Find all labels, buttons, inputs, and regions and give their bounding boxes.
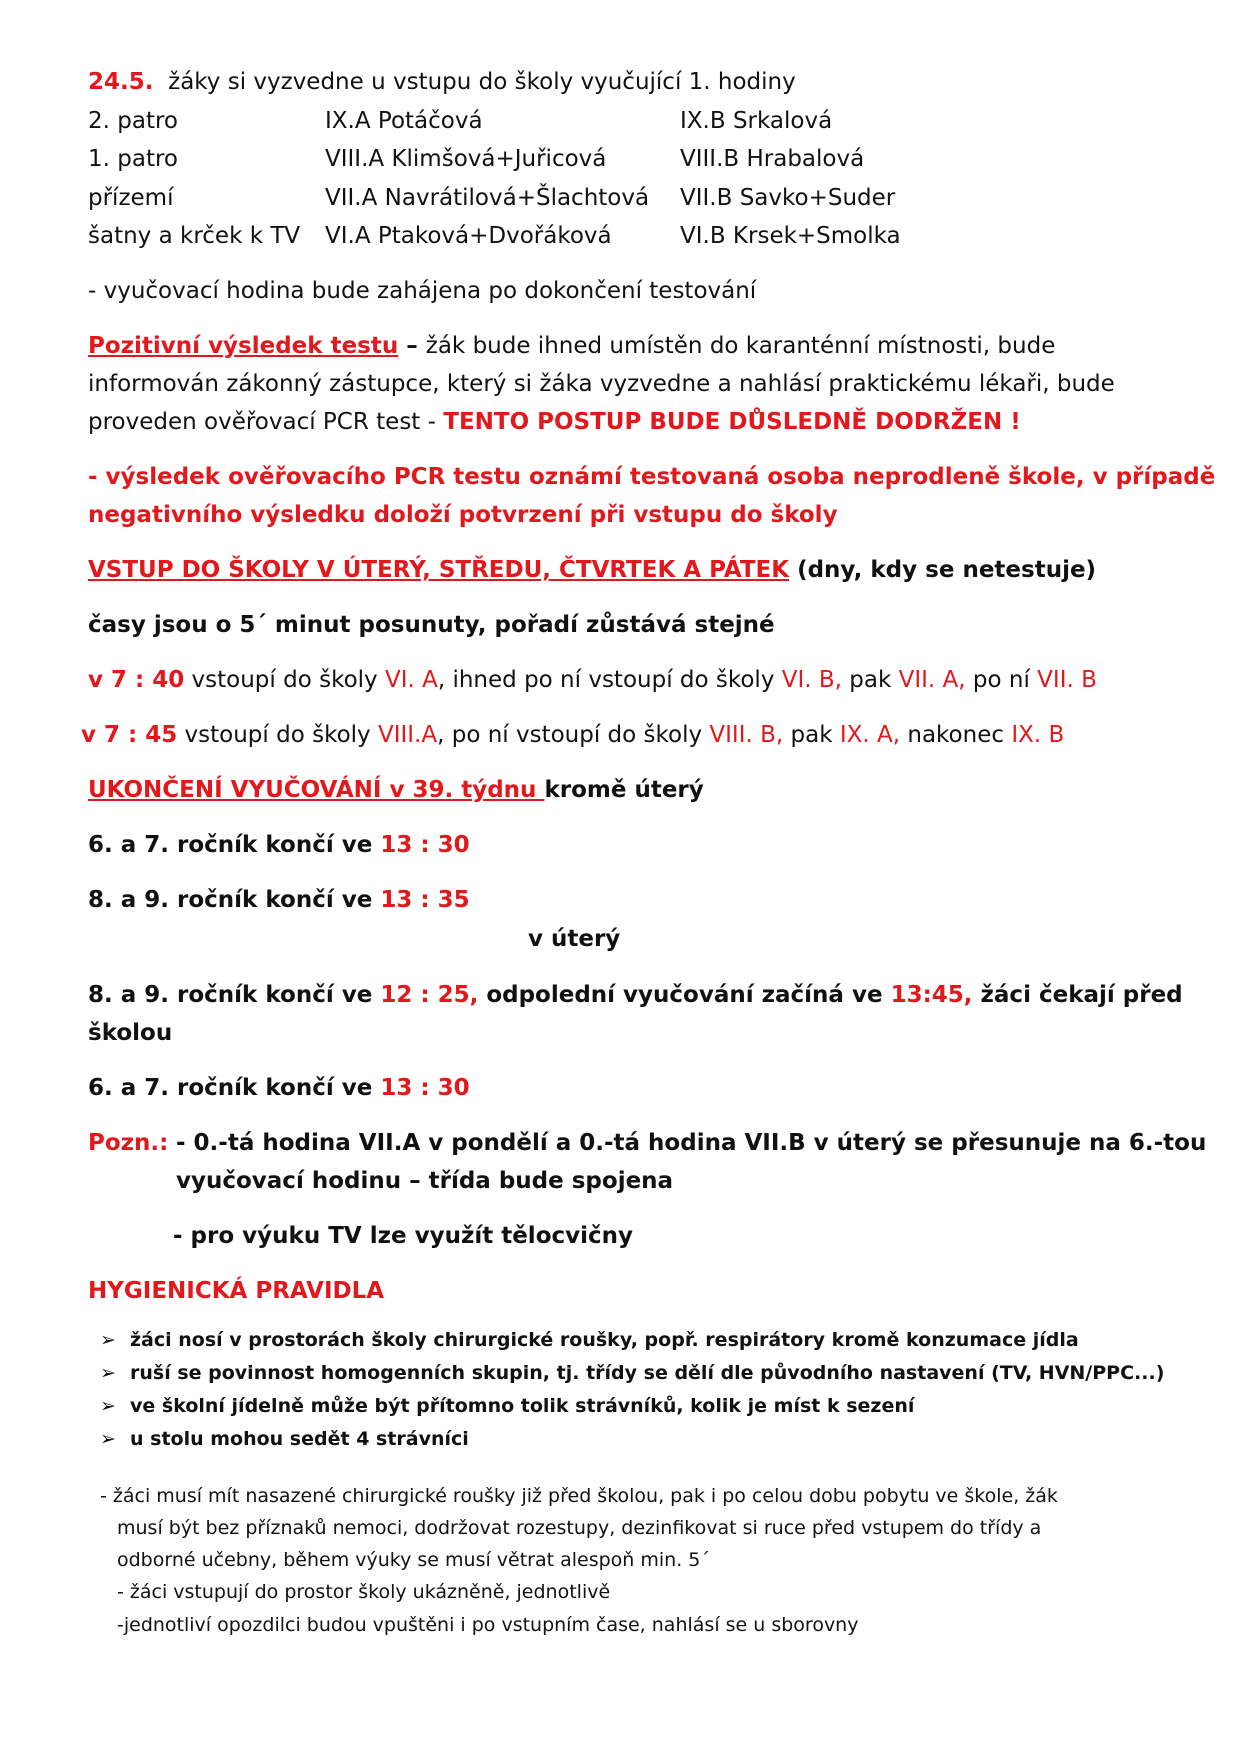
class-b: IX.B Srkalová [680,108,833,134]
arrow-bullet-icon: ➢ [100,1329,116,1351]
hygiene-para-line2: musí být bez příznaků nemoci, dodržovat rozestupy, dezinfikovat si ruce před vstupem do třídy a [117,1517,1042,1539]
list-item: ➢ u stolu mohou sedět 4 strávníci [100,1428,469,1450]
floor-label: přízemí [88,185,174,211]
positive-line2: informován zákonný zástupce, který si žáka vyzvedne a nahlásí praktickému lékaři, bude [88,371,1115,397]
hygiene-heading: HYGIENICKÁ PRAVIDLA [88,1278,385,1304]
end-heading-line: UKONČENÍ VYUČOVÁNÍ v 39. týdnu kromě úterý [88,777,704,803]
note-label: Pozn.: [88,1130,169,1156]
list-item: ➢ ve školní jídelně může být přítomno tolik strávníků, kolik je míst k sezení [100,1395,915,1417]
pcr-result-line2: negativního výsledku doloží potvrzení při vstupu do školy [88,502,838,528]
hygiene-para-line5: -jednotliví opozdilci budou vpuštěni i po vstupním čase, nahlásí se u sborovny [117,1614,859,1636]
tuesday-grade-89-cont: školou [88,1020,173,1046]
time-shift-note: časy jsou o 5´ minut posunuty, pořadí zůstává stejné [88,612,775,638]
note-line2: vyučovací hodinu – třída bude spojena [176,1168,674,1194]
entry-line-740: v 7 : 40 vstoupí do školy VI. A, ihned po ní vstoupí do školy VI. B, pak VII. A, po ní VII. B [88,667,1097,693]
tuesday-grade-89: 8. a 9. ročník končí ve 12 : 25, odpolední vyučování začíná ve 13:45, žáci čekají před [88,982,1183,1008]
date: 24.5. [88,69,154,95]
class-b: VI.B Krsek+Smolka [680,223,901,249]
hygiene-para-line1: - žáci musí mít nasazené chirurgické roušky již před školou, pak i po celou dobu pobytu ve škole, žák [100,1485,1058,1507]
note-line1: - 0.-tá hodina VII.A v pondělí a 0.-tá hodina VII.B v úterý se přesunuje na 6.-tou [176,1130,1207,1156]
testing-note: - vyučovací hodina bude zahájena po dokončení testování [88,278,757,304]
entry-heading-line: VSTUP DO ŠKOLY V ÚTERÝ, STŘEDU, ČTVRTEK A PÁTEK (dny, kdy se netestuje) [88,557,1097,583]
list-item: ➢ žáci nosí v prostorách školy chirurgické roušky, popř. respirátory kromě konzumace jídla [100,1329,1079,1351]
class-b: VIII.B Hrabalová [680,146,865,172]
end-heading: UKONČENÍ VYUČOVÁNÍ v 39. týdnu [88,777,545,803]
class-a: IX.A Potáčová [325,108,483,134]
intro-text: žáky si vyzvedne u vstupu do školy vyučující 1. hodiny [168,69,796,95]
positive-line3: proveden ověřovací PCR test - TENTO POSTUP BUDE DŮSLEDNĚ DODRŽEN ! [88,409,1021,435]
warning-text: TENTO POSTUP BUDE DŮSLEDNĚ DODRŽEN ! [443,409,1021,435]
class-b: VII.B Savko+Suder [680,185,896,211]
note-line3: - pro výuku TV lze využít tělocvičny [173,1223,633,1249]
grade-89-end: 8. a 9. ročník končí ve 13 : 35 [88,887,470,913]
class-a: VII.A Navrátilová+Šlachtová [325,185,650,211]
floor-label: 2. patro [88,108,178,134]
pcr-result-line1: - výsledek ověřovacího PCR testu oznámí testovaná osoba neprodleně škole, v případě [88,464,1216,490]
list-item: ➢ ruší se povinnost homogenních skupin, tj. třídy se dělí dle původního nastavení (TV, HVN/PPC...) [100,1362,1165,1384]
arrow-bullet-icon: ➢ [100,1428,116,1450]
intro-line [88,67,796,97]
arrow-bullet-icon: ➢ [100,1395,116,1417]
floor-label: 1. patro [88,146,178,172]
entry-heading: VSTUP DO ŠKOLY V ÚTERÝ, STŘEDU, ČTVRTEK A PÁTEK [88,557,790,583]
class-a: VIII.A Klimšová+Juřicová [325,146,607,172]
tuesday-heading: v úterý [528,926,621,952]
arrow-bullet-icon: ➢ [100,1362,116,1384]
hygiene-para-line4: - žáci vstupují do prostor školy ukázněně, jednotlivě [117,1581,611,1603]
tuesday-grade-67: 6. a 7. ročník končí ve 13 : 30 [88,1075,470,1101]
positive-line1: Pozitivní výsledek testu – žák bude ihned umístěn do karanténní místnosti, bude [88,333,1056,359]
entry-line-745: v 7 : 45 vstoupí do školy VIII.A, po ní vstoupí do školy VIII. B, pak IX. A, nakonec IX. B [81,722,1065,748]
grade-67-end: 6. a 7. ročník končí ve 13 : 30 [88,832,470,858]
positive-heading: Pozitivní výsledek testu [88,333,399,359]
hygiene-para-line3: odborné učebny, během výuky se musí větrat alespoň min. 5´ [117,1549,710,1571]
floor-label: šatny a krček k TV [88,223,301,249]
class-a: VI.A Ptaková+Dvořáková [325,223,612,249]
